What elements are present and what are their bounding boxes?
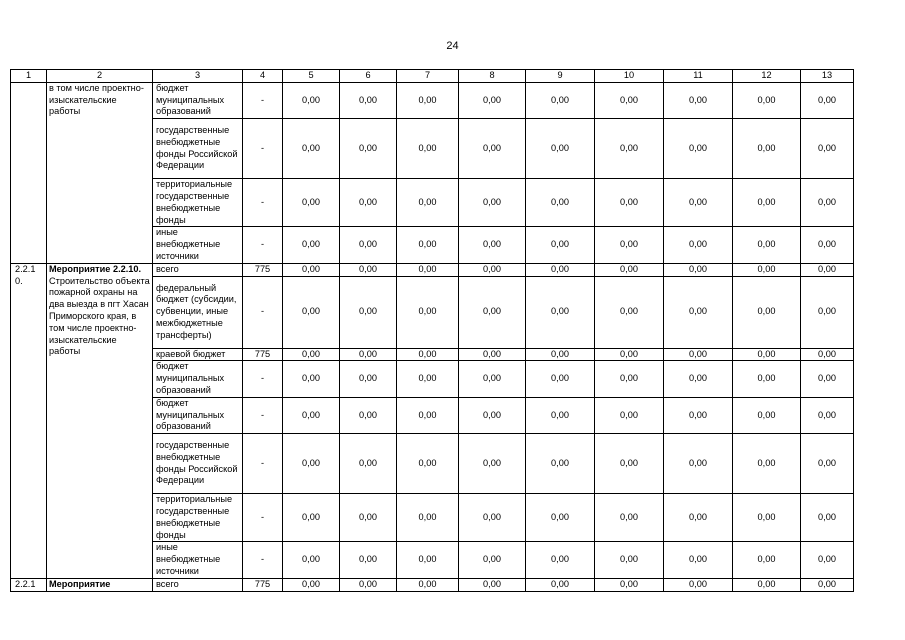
source-cell: территориальные государственные внебюджетные фонды	[153, 179, 243, 227]
value-cell: 0,00	[340, 263, 397, 276]
value-cell: 0,00	[733, 348, 801, 361]
value-cell: 0,00	[526, 397, 595, 433]
value-cell: 0,00	[397, 82, 459, 118]
value-cell: 0,00	[397, 361, 459, 397]
value-cell: 0,00	[459, 263, 526, 276]
code-cell: -	[243, 542, 283, 578]
source-cell: государственные внебюджетные фонды Российской Федерации	[153, 119, 243, 179]
value-cell: 0,00	[459, 82, 526, 118]
header-cell: 9	[526, 70, 595, 83]
value-cell: 0,00	[283, 276, 340, 348]
value-cell: 0,00	[664, 578, 733, 591]
source-cell: бюджет муниципальных образований	[153, 361, 243, 397]
value-cell: 0,00	[283, 348, 340, 361]
value-cell: 0,00	[397, 578, 459, 591]
code-cell: -	[243, 397, 283, 433]
value-cell: 0,00	[340, 276, 397, 348]
value-cell: 0,00	[283, 578, 340, 591]
value-cell: 0,00	[801, 227, 854, 263]
value-cell: 0,00	[801, 578, 854, 591]
value-cell: 0,00	[283, 263, 340, 276]
value-cell: 0,00	[733, 434, 801, 494]
value-cell: 0,00	[283, 227, 340, 263]
value-cell: 0,00	[801, 348, 854, 361]
value-cell: 0,00	[595, 361, 664, 397]
code-cell: -	[243, 179, 283, 227]
value-cell: 0,00	[801, 494, 854, 542]
code-cell: -	[243, 494, 283, 542]
value-cell: 0,00	[283, 494, 340, 542]
header-cell: 3	[153, 70, 243, 83]
value-cell: 0,00	[733, 276, 801, 348]
value-cell: 0,00	[459, 348, 526, 361]
value-cell: 0,00	[397, 397, 459, 433]
header-cell: 8	[459, 70, 526, 83]
value-cell: 0,00	[595, 578, 664, 591]
value-cell: 0,00	[459, 494, 526, 542]
header-cell: 6	[340, 70, 397, 83]
value-cell: 0,00	[526, 227, 595, 263]
source-cell: иные внебюджетные источники	[153, 542, 243, 578]
code-cell: 775	[243, 578, 283, 591]
value-cell: 0,00	[397, 263, 459, 276]
value-cell: 0,00	[664, 276, 733, 348]
value-cell: 0,00	[283, 82, 340, 118]
table-row	[11, 82, 854, 118]
value-cell: 0,00	[397, 276, 459, 348]
value-cell: 0,00	[526, 348, 595, 361]
value-cell: 0,00	[340, 361, 397, 397]
value-cell: 0,00	[340, 82, 397, 118]
value-cell: 0,00	[801, 434, 854, 494]
value-cell: 0,00	[340, 119, 397, 179]
value-cell: 0,00	[801, 119, 854, 179]
header-cell: 7	[397, 70, 459, 83]
value-cell: 0,00	[733, 542, 801, 578]
value-cell: 0,00	[733, 578, 801, 591]
header-cell: 5	[283, 70, 340, 83]
source-cell: бюджет муниципальных образований	[153, 397, 243, 433]
value-cell: 0,00	[397, 434, 459, 494]
code-cell: 775	[243, 348, 283, 361]
table-row	[11, 263, 854, 276]
value-cell: 0,00	[664, 361, 733, 397]
source-cell: всего	[153, 263, 243, 276]
value-cell: 0,00	[340, 348, 397, 361]
value-cell: 0,00	[664, 227, 733, 263]
value-cell: 0,00	[733, 179, 801, 227]
value-cell: 0,00	[801, 542, 854, 578]
source-cell: всего	[153, 578, 243, 591]
value-cell: 0,00	[459, 227, 526, 263]
value-cell: 0,00	[595, 227, 664, 263]
value-cell: 0,00	[459, 578, 526, 591]
value-cell: 0,00	[526, 276, 595, 348]
value-cell: 0,00	[526, 434, 595, 494]
value-cell: 0,00	[595, 434, 664, 494]
code-cell: 775	[243, 263, 283, 276]
source-cell: иные внебюджетные источники	[153, 227, 243, 263]
value-cell: 0,00	[397, 179, 459, 227]
value-cell: 0,00	[664, 434, 733, 494]
value-cell: 0,00	[664, 82, 733, 118]
header-cell: 12	[733, 70, 801, 83]
value-cell: 0,00	[595, 119, 664, 179]
value-cell: 0,00	[397, 542, 459, 578]
value-cell: 0,00	[340, 578, 397, 591]
table-row	[11, 578, 854, 591]
source-cell: краевой бюджет	[153, 348, 243, 361]
value-cell: 0,00	[526, 179, 595, 227]
value-cell: 0,00	[801, 179, 854, 227]
row-number-cell	[11, 82, 47, 263]
value-cell: 0,00	[340, 434, 397, 494]
value-cell: 0,00	[801, 361, 854, 397]
value-cell: 0,00	[801, 263, 854, 276]
value-cell: 0,00	[459, 397, 526, 433]
value-cell: 0,00	[664, 179, 733, 227]
value-cell: 0,00	[283, 542, 340, 578]
value-cell: 0,00	[595, 397, 664, 433]
value-cell: 0,00	[595, 263, 664, 276]
value-cell: 0,00	[526, 119, 595, 179]
value-cell: 0,00	[733, 119, 801, 179]
row-number-cell: 2.2.1 0.	[11, 263, 47, 578]
code-cell: -	[243, 276, 283, 348]
header-cell: 13	[801, 70, 854, 83]
value-cell: 0,00	[801, 397, 854, 433]
value-cell: 0,00	[340, 494, 397, 542]
header-row	[11, 70, 854, 83]
value-cell: 0,00	[664, 348, 733, 361]
source-cell: федеральный бюджет (субсидии, субвенции, иные межбюджетные трансферты)	[153, 276, 243, 348]
value-cell: 0,00	[526, 263, 595, 276]
value-cell: 0,00	[459, 542, 526, 578]
value-cell: 0,00	[526, 542, 595, 578]
value-cell: 0,00	[459, 361, 526, 397]
funding-table	[10, 69, 854, 592]
code-cell: -	[243, 82, 283, 118]
measure-title: Мероприятие	[47, 578, 153, 591]
value-cell: 0,00	[595, 494, 664, 542]
value-cell: 0,00	[733, 263, 801, 276]
value-cell: 0,00	[459, 179, 526, 227]
measure-title: Мероприятие 2.2.10.	[49, 263, 142, 274]
page-number: 24	[446, 40, 459, 52]
value-cell: 0,00	[595, 348, 664, 361]
value-cell: 0,00	[733, 494, 801, 542]
value-cell: 0,00	[340, 542, 397, 578]
value-cell: 0,00	[526, 361, 595, 397]
value-cell: 0,00	[595, 276, 664, 348]
value-cell: 0,00	[664, 542, 733, 578]
value-cell: 0,00	[283, 361, 340, 397]
source-cell: территориальные государственные внебюджетные фонды	[153, 494, 243, 542]
code-cell: -	[243, 227, 283, 263]
code-cell: -	[243, 434, 283, 494]
value-cell: 0,00	[733, 397, 801, 433]
value-cell: 0,00	[340, 227, 397, 263]
value-cell: 0,00	[801, 276, 854, 348]
header-cell: 1	[11, 70, 47, 83]
value-cell: 0,00	[459, 434, 526, 494]
source-cell: бюджет муниципальных образований	[153, 82, 243, 118]
value-cell: 0,00	[664, 119, 733, 179]
value-cell: 0,00	[283, 179, 340, 227]
value-cell: 0,00	[595, 82, 664, 118]
header-cell: 2	[47, 70, 153, 83]
value-cell: 0,00	[526, 578, 595, 591]
value-cell: 0,00	[801, 82, 854, 118]
value-cell: 0,00	[526, 82, 595, 118]
header-cell: 10	[595, 70, 664, 83]
value-cell: 0,00	[733, 82, 801, 118]
value-cell: 0,00	[283, 119, 340, 179]
value-cell: 0,00	[397, 119, 459, 179]
value-cell: 0,00	[340, 179, 397, 227]
value-cell: 0,00	[526, 494, 595, 542]
header-cell: 4	[243, 70, 283, 83]
measure-description: Строительство объекта пожарной охраны на два выезда в пгт Хасан Приморского края, в том числе проектно-изыскательские работы	[49, 275, 150, 357]
value-cell: 0,00	[397, 227, 459, 263]
value-cell: 0,00	[595, 542, 664, 578]
header-cell: 11	[664, 70, 733, 83]
code-cell: -	[243, 119, 283, 179]
code-cell: -	[243, 361, 283, 397]
value-cell: 0,00	[595, 179, 664, 227]
measure-description: в том числе проектно-изыскательские работы	[47, 82, 153, 263]
row-number-cell: 2.2.1	[11, 578, 47, 591]
value-cell: 0,00	[664, 397, 733, 433]
value-cell: 0,00	[664, 263, 733, 276]
value-cell: 0,00	[459, 119, 526, 179]
value-cell: 0,00	[397, 348, 459, 361]
value-cell: 0,00	[283, 434, 340, 494]
value-cell: 0,00	[664, 494, 733, 542]
value-cell: 0,00	[283, 397, 340, 433]
value-cell: 0,00	[459, 276, 526, 348]
measure-cell	[47, 263, 153, 578]
value-cell: 0,00	[340, 397, 397, 433]
source-cell: государственные внебюджетные фонды Российской Федерации	[153, 434, 243, 494]
value-cell: 0,00	[733, 227, 801, 263]
value-cell: 0,00	[733, 361, 801, 397]
value-cell: 0,00	[397, 494, 459, 542]
